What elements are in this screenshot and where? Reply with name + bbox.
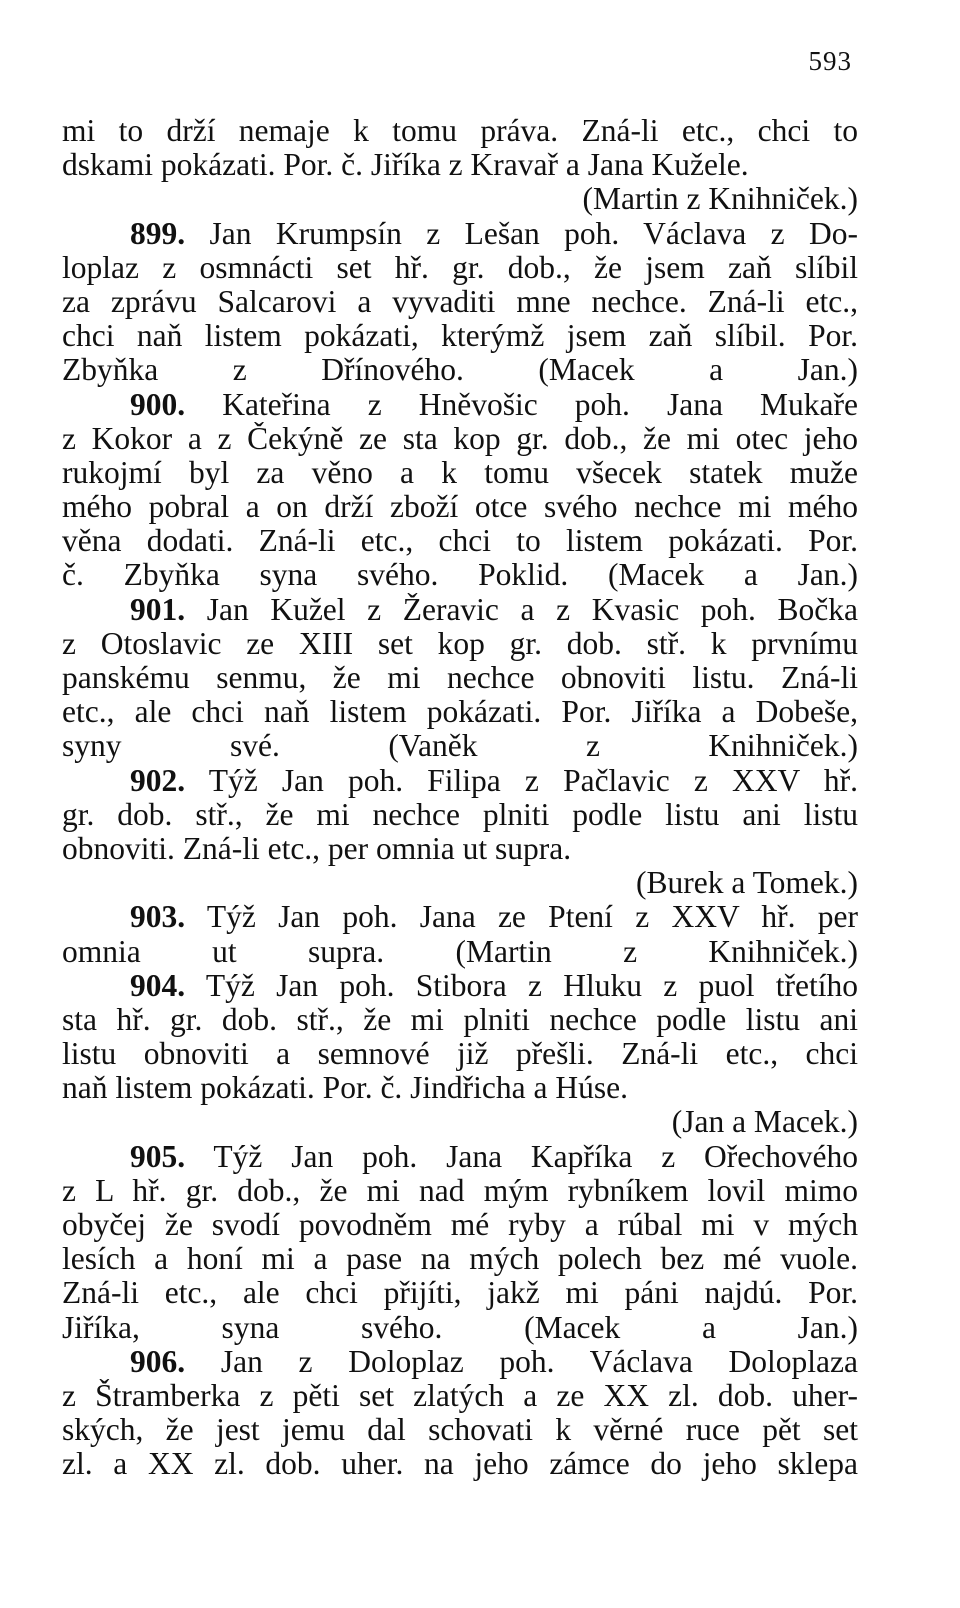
- text-line: [62, 114, 858, 148]
- page-number: 593: [808, 46, 852, 76]
- line-text: syny své.: [62, 729, 280, 764]
- line-text: z Štramberka z pěti set zlatých a ze XX zl. dob. uher-: [62, 1378, 858, 1413]
- text-line: [62, 1447, 858, 1481]
- scribe-note: (Martin z Knihniček.): [455, 934, 858, 969]
- text-line: [62, 1208, 858, 1242]
- line-text: Zbyňka z Dřínového.: [62, 353, 464, 388]
- line-text: Jan Krumpsín z Lešan poh. Václava z Do-: [209, 216, 858, 251]
- line-text: Jiříka, syna svého.: [62, 1310, 443, 1345]
- line-text: Týž Jan poh. Jana ze Ptení z XXV hř. per: [206, 900, 858, 935]
- line-text: z Otoslavic ze XIII set kop gr. dob. stř. k prvnímu: [62, 626, 858, 661]
- line-text: (Martin z Knihniček.): [582, 182, 858, 217]
- entry-number: 902.: [130, 763, 186, 798]
- line-text: lesích a honí mi a pase na mých polech bez mé vuole.: [62, 1242, 858, 1277]
- text-line: [62, 524, 858, 558]
- line-text: listu obnoviti a semnové již přešli. Zná-li etc., chci: [62, 1037, 858, 1072]
- line-text: naň listem pokázati. Por. č. Jindřicha a Húse.: [62, 1071, 628, 1106]
- entry-start-line: [62, 764, 858, 798]
- line-text: obyčej že svodí povodněm mé ryby a rúbal mi v mých: [62, 1208, 858, 1242]
- text-line: [62, 729, 858, 763]
- entry-number: 905.: [130, 1139, 186, 1174]
- text-line: [62, 148, 858, 182]
- scribe-note: (Vaněk z Knihniček.): [388, 729, 858, 764]
- scribe-note: (Macek a Jan.): [524, 1310, 858, 1345]
- text-line: [62, 456, 858, 490]
- entry-number: 901.: [130, 592, 186, 627]
- line-text: dskami pokázati. Por. č. Jiříka z Kravař a Jana Kužele.: [62, 148, 749, 183]
- line-text: č. Zbyňka syna svého. Poklid.: [62, 558, 569, 593]
- line-text: etc., ale chci naň listem pokázati. Por. Jiříka a Dobeše,: [62, 695, 858, 730]
- scribe-note: (Macek a Jan.): [538, 353, 858, 388]
- entry-number: 899.: [130, 216, 186, 251]
- line-text: mého pobral a on drží zboží otce svého nechce mi mého: [62, 490, 858, 525]
- line-text: panskému senmu, že mi nechce obnoviti listu. Zná-li: [62, 661, 858, 695]
- scribe-note: (Macek a Jan.): [608, 558, 858, 593]
- line-text: z L hř. gr. dob., že mi nad mým rybníkem lovil mimo: [62, 1173, 858, 1208]
- line-text: Jan z Doloplaz poh. Václava Doloplaza: [220, 1344, 858, 1379]
- line-text: věna dodati. Zná-li etc., chci to listem pokázati. Por.: [62, 524, 858, 559]
- line-text: mi to drží nemaje k tomu práva. Zná-li etc., chci to: [62, 114, 858, 148]
- text-line: [62, 1242, 858, 1276]
- text-line: [62, 353, 858, 387]
- line-text: loplaz z osmnácti set hř. gr. dob., že jsem zaň slíbil: [62, 250, 858, 285]
- line-text: gr. dob. stř., že mi nechce plniti podle listu ani listu: [62, 797, 858, 832]
- line-text: sta hř. gr. dob. stř., že mi plniti nechce podle listu ani: [62, 1002, 858, 1037]
- line-text: Týž Jan poh. Jana Kapříka z Ořechového: [213, 1139, 858, 1174]
- text-line: [62, 1174, 858, 1208]
- text-line: [62, 935, 858, 969]
- entry-start-line: [62, 1140, 858, 1174]
- body-text: [62, 114, 858, 1482]
- text-line: [62, 1379, 858, 1413]
- text-line: [62, 490, 858, 524]
- entry-number: 900.: [130, 387, 186, 422]
- line-text: chci naň listem pokázati, kterýmž jsem zaň slíbil. Por.: [62, 319, 858, 354]
- entry-start-line: [62, 388, 858, 422]
- line-text: Kateřina z Hněvošic poh. Jana Mukaře: [222, 387, 858, 422]
- line-text: zl. a XX zl. dob. uher. na jeho zámce do jeho sklepa: [62, 1447, 858, 1482]
- entry-number: 903.: [130, 900, 186, 935]
- entry-start-line: [62, 217, 858, 251]
- entry-start-line: [62, 1345, 858, 1379]
- line-text: Zná-li etc., ale chci přijíti, jakž mi páni najdú. Por.: [62, 1276, 858, 1311]
- entry-number: 906.: [130, 1344, 186, 1379]
- text-line: [62, 251, 858, 285]
- text-line: [62, 422, 858, 456]
- entry-start-line: [62, 900, 858, 934]
- entry-start-line: [62, 593, 858, 627]
- text-line: [62, 1276, 858, 1310]
- line-text: Týž Jan poh. Stibora z Hluku z puol třetího: [205, 968, 858, 1003]
- text-line: [62, 558, 858, 592]
- text-line: [62, 1037, 858, 1071]
- text-line: [62, 832, 858, 866]
- text-line: [62, 1311, 858, 1345]
- text-line: [62, 866, 858, 900]
- line-text: omnia ut supra.: [62, 934, 385, 969]
- line-text: za zprávu Salcarovi a vyvaditi mne nechce. Zná-li etc.,: [62, 284, 858, 319]
- text-line: [62, 1413, 858, 1447]
- text-line: [62, 661, 858, 695]
- line-text: rukojmí byl za věno a k tomu všecek statek muže: [62, 455, 858, 490]
- line-text: ských, že jest jemu dal schovati k věrné ruce pět set: [62, 1413, 858, 1448]
- text-line: [62, 1071, 858, 1105]
- text-line: [62, 182, 858, 216]
- text-line: [62, 1003, 858, 1037]
- entry-number: 904.: [130, 968, 186, 1003]
- line-text: z Kokor a z Čekýně ze sta kop gr. dob., že mi otec jeho: [62, 421, 858, 456]
- line-text: Jan Kužel z Žeravic a z Kvasic poh. Bočka: [206, 592, 858, 627]
- text-line: [62, 319, 858, 353]
- text-line: [62, 627, 858, 661]
- line-text: (Jan a Macek.): [671, 1105, 858, 1140]
- text-line: [62, 285, 858, 319]
- text-line: [62, 798, 858, 832]
- line-text: Týž Jan poh. Filipa z Pačlavic z XXV hř.: [208, 763, 858, 798]
- line-text: obnoviti. Zná-li etc., per omnia ut supra.: [62, 831, 572, 866]
- line-text: (Burek a Tomek.): [635, 866, 858, 901]
- text-line: [62, 1105, 858, 1139]
- text-line: [62, 695, 858, 729]
- entry-start-line: [62, 969, 858, 1003]
